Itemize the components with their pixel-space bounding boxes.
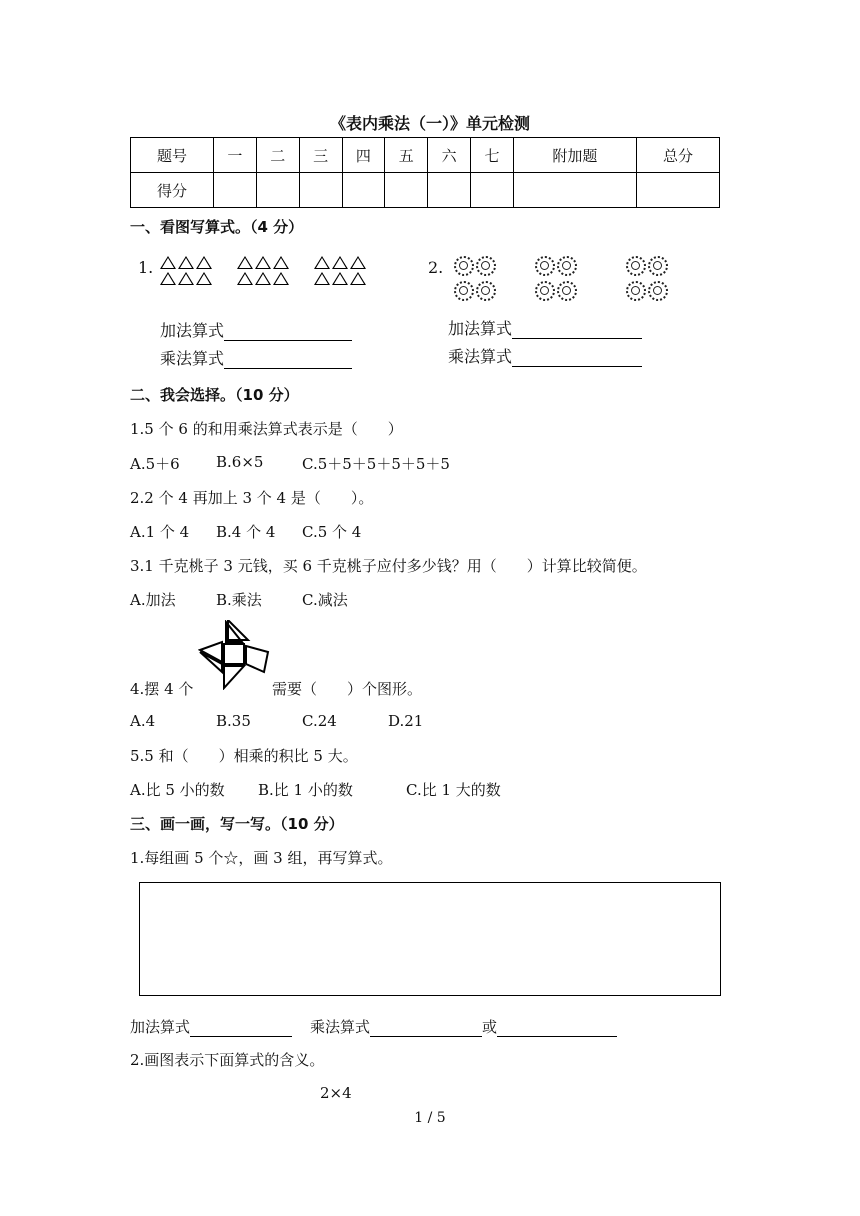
triangle-icon — [255, 256, 271, 269]
flower-icon — [648, 281, 668, 301]
mul-expression-row — [448, 344, 642, 367]
option[interactable]: B.4 个 4 — [216, 523, 276, 541]
triangle-icon — [255, 272, 271, 285]
answer-line[interactable] — [224, 350, 352, 369]
add-expression-row — [160, 318, 352, 341]
table-cell: 总分 — [636, 138, 719, 173]
triangle-icon — [314, 256, 330, 269]
table-cell: 题号 — [131, 138, 214, 173]
add-label: 加法算式 — [130, 1018, 191, 1036]
question-text: 4.摆 4 个 — [130, 680, 194, 698]
option[interactable]: A.加法 — [130, 591, 176, 609]
mul-label: 乘法算式 — [310, 1018, 371, 1036]
answer-line[interactable] — [190, 1020, 292, 1037]
triangle-icon — [332, 272, 348, 285]
flower-groups — [454, 256, 670, 306]
flower-icon — [557, 256, 577, 276]
mul-expression-row — [160, 346, 352, 369]
score-cell[interactable] — [471, 173, 514, 208]
table-cell: 五 — [385, 138, 428, 173]
triangle-icon — [196, 256, 212, 269]
table-row — [131, 173, 720, 208]
mul-label: 乘法算式 — [448, 347, 513, 366]
option[interactable]: C.减法 — [302, 591, 348, 609]
answer-line[interactable] — [224, 322, 352, 341]
option[interactable]: A.比 5 小的数 — [130, 781, 225, 799]
option[interactable]: D.21 — [388, 712, 424, 730]
page-number: 1 / 5 — [414, 1110, 446, 1126]
section-heading: 一、看图写算式。（4 分） — [130, 218, 304, 236]
score-cell[interactable] — [213, 173, 256, 208]
question-text: 2.画图表示下面算式的含义。 — [130, 1051, 325, 1069]
flower-icon — [476, 256, 496, 276]
triangle-icon — [350, 256, 366, 269]
table-cell: 一 — [213, 138, 256, 173]
score-cell[interactable] — [385, 173, 428, 208]
triangle-icon — [237, 272, 253, 285]
section-heading: 二、我会选择。（10 分） — [130, 386, 299, 404]
question-text: 5.5 和（ ）相乘的积比 5 大。 — [130, 747, 358, 765]
score-table — [130, 137, 720, 208]
option[interactable]: A.5＋6 — [130, 455, 180, 473]
option[interactable]: B.6×5 — [216, 453, 264, 471]
drawing-box[interactable] — [139, 882, 721, 996]
answer-line[interactable] — [370, 1020, 482, 1037]
add-label: 加法算式 — [160, 321, 225, 340]
option[interactable]: C.比 1 大的数 — [406, 781, 501, 799]
page-title: 《表内乘法（一）》单元检测 — [329, 114, 530, 133]
flower-icon — [626, 281, 646, 301]
table-cell: 附加题 — [513, 138, 636, 173]
flower-icon — [557, 281, 577, 301]
option[interactable]: A.4 — [130, 712, 156, 730]
problem-number: 1. — [138, 258, 154, 277]
triangle-icon — [160, 272, 176, 285]
score-cell[interactable] — [513, 173, 636, 208]
option[interactable]: B.比 1 小的数 — [258, 781, 353, 799]
flower-icon — [535, 281, 555, 301]
triangle-icon — [196, 272, 212, 285]
table-cell: 六 — [428, 138, 471, 173]
table-cell: 四 — [342, 138, 385, 173]
expression-row — [130, 1016, 617, 1037]
triangle-icon — [273, 272, 289, 285]
triangle-icon — [178, 272, 194, 285]
question-text: 1.5 个 6 的和用乘法算式表示是（ ） — [130, 420, 403, 438]
option[interactable]: C.5 个 4 — [302, 523, 362, 541]
triangle-icon — [237, 256, 253, 269]
flower-icon — [454, 256, 474, 276]
triangle-groups — [160, 256, 368, 288]
triangle-icon — [273, 256, 289, 269]
add-expression-row — [448, 316, 642, 339]
or-label: 或 — [482, 1018, 498, 1036]
flower-icon — [626, 256, 646, 276]
flower-icon — [454, 281, 474, 301]
option[interactable]: B.35 — [216, 712, 251, 730]
answer-line[interactable] — [512, 320, 642, 339]
triangle-icon — [332, 256, 348, 269]
triangle-icon — [160, 256, 176, 269]
option[interactable]: A.1 个 4 — [130, 523, 190, 541]
flower-icon — [648, 256, 668, 276]
answer-line[interactable] — [497, 1020, 617, 1037]
score-cell[interactable] — [342, 173, 385, 208]
table-cell: 二 — [256, 138, 299, 173]
table-cell: 三 — [299, 138, 342, 173]
table-cell: 七 — [471, 138, 514, 173]
flower-icon — [535, 256, 555, 276]
problem-number: 2. — [428, 258, 444, 277]
option[interactable]: B.乘法 — [216, 591, 262, 609]
score-cell[interactable] — [636, 173, 719, 208]
add-label: 加法算式 — [448, 319, 513, 338]
answer-line[interactable] — [512, 348, 642, 367]
tangram-figure — [198, 620, 270, 690]
table-row — [131, 138, 720, 173]
triangle-icon — [178, 256, 194, 269]
section-heading: 三、画一画，写一写。（10 分） — [130, 815, 344, 833]
question-text: 需要（ ）个图形。 — [272, 680, 423, 698]
option[interactable]: C.5＋5＋5＋5＋5＋5 — [302, 455, 450, 473]
table-cell: 得分 — [131, 173, 214, 208]
score-cell[interactable] — [299, 173, 342, 208]
expression: 2×4 — [320, 1084, 352, 1102]
question-text: 3.1 千克桃子 3 元钱，买 6 千克桃子应付多少钱？用（ ）计算比较简便。 — [130, 557, 647, 575]
question-text: 1.每组画 5 个☆，画 3 组，再写算式。 — [130, 849, 393, 867]
score-cell[interactable] — [428, 173, 471, 208]
triangle-icon — [314, 272, 330, 285]
score-cell[interactable] — [256, 173, 299, 208]
triangle-icon — [350, 272, 366, 285]
mul-label: 乘法算式 — [160, 349, 225, 368]
flower-icon — [476, 281, 496, 301]
option[interactable]: C.24 — [302, 712, 337, 730]
question-text: 2.2 个 4 再加上 3 个 4 是（ ）。 — [130, 489, 374, 507]
